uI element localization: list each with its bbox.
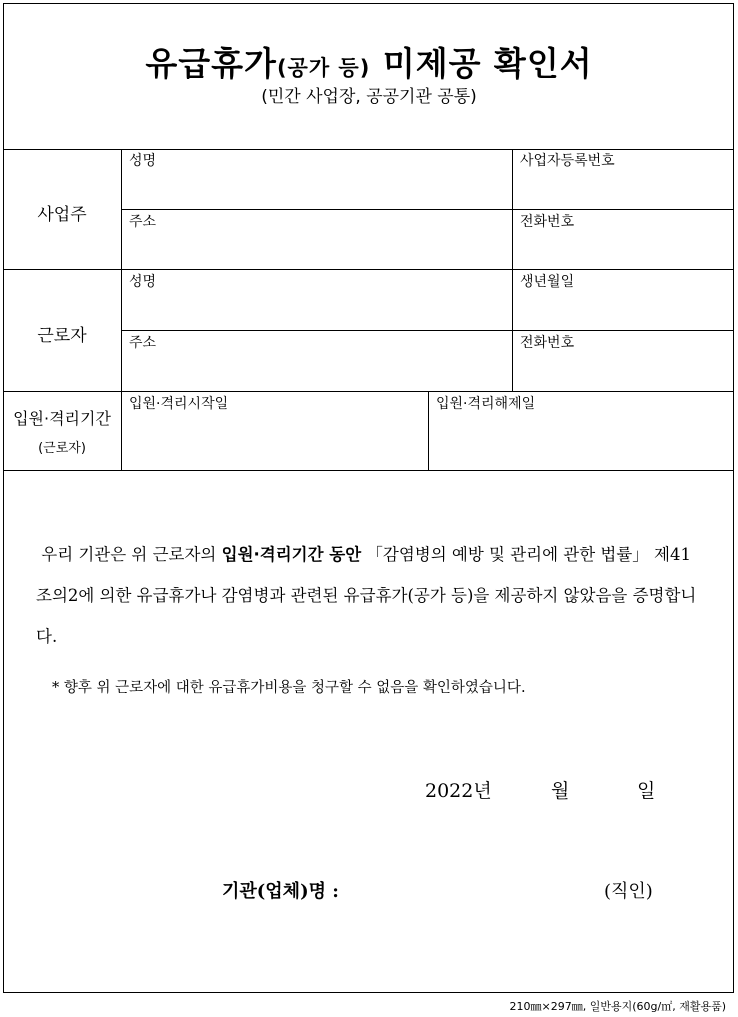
quarantine-end-label: 입원·격리해제일 <box>436 396 536 412</box>
right-column-divider <box>512 149 513 391</box>
quarantine-section-label: 입원·격리기간 <box>13 409 111 428</box>
org-name-label: 기관(업체)명 : <box>222 881 339 902</box>
page-title <box>0 38 738 85</box>
worker-name-label: 성명 <box>129 274 157 290</box>
employer-worker-divider <box>3 269 734 270</box>
worker-quarantine-divider <box>3 391 734 392</box>
worker-phone-label: 전화번호 <box>520 335 575 351</box>
employer-reg-no-label: 사업자등록번호 <box>520 153 615 169</box>
quarantine-start-label: 입원·격리시작일 <box>129 396 229 412</box>
statement-part1: 우리 기관은 위 근로자의 <box>41 545 222 564</box>
date-day: 일 <box>637 780 656 802</box>
employer-phone-label: 전화번호 <box>520 214 575 230</box>
employer-section-label: 사업주 <box>37 205 87 225</box>
employer-address-label: 주소 <box>129 214 157 230</box>
date-month: 월 <box>551 780 570 802</box>
title-rest: 미제공 확인서 <box>382 44 593 83</box>
title-paren: (공가 등) <box>276 56 371 80</box>
paper-spec-footer: 210㎜×297㎜, 일반용지(60g/㎡, 재활용품) <box>509 1000 726 1013</box>
form-frame <box>3 3 734 993</box>
seal-label: (직인) <box>604 881 653 902</box>
employer-name-label: 성명 <box>129 153 157 169</box>
worker-row-divider <box>121 330 734 331</box>
worker-birth-label: 생년월일 <box>520 274 575 290</box>
quarantine-column-divider <box>428 391 429 470</box>
statement-note: * 향후 위 근로자에 대한 유급휴가비용을 청구할 수 없음을 확인하였습니다. <box>52 680 526 696</box>
table-top-border <box>3 149 734 150</box>
statement-paragraph <box>36 534 706 657</box>
statement-part2: 「감염병의 예방 및 관리에 관한 법률」 제41조의2에 의한 유급휴가나 감염병과 관련된 유급휴가(공가 등)을 제공하지 않았음을 증명합니다. <box>36 545 697 646</box>
table-bottom-border <box>3 470 734 471</box>
statement-bold: 입원·격리기간 동안 <box>221 545 362 564</box>
worker-address-label: 주소 <box>129 335 157 351</box>
page-subtitle: (민간 사업장, 공공기관 공통) <box>261 87 477 107</box>
quarantine-section-sub: (근로자) <box>38 441 86 456</box>
employer-row-divider <box>121 209 734 210</box>
worker-section-label: 근로자 <box>37 326 87 346</box>
label-column-divider <box>121 149 122 470</box>
title-main: 유급휴가 <box>145 44 277 83</box>
date-year: 2022년 <box>425 780 492 802</box>
